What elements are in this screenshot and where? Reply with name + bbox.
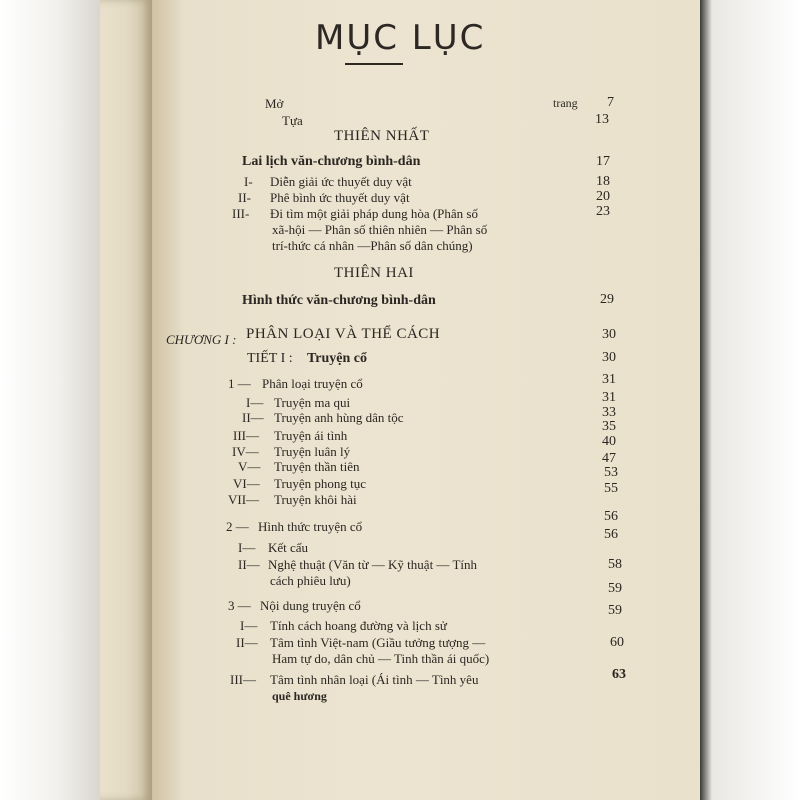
part1-item-page: 18 <box>596 174 610 189</box>
chapter-title: PHÂN LOẠI VÀ THỂ CÁCH <box>246 326 441 342</box>
toc-front-tua-page: 13 <box>595 112 609 127</box>
toc-item-page: 60 <box>610 635 624 650</box>
toc-item-page: 40 <box>602 434 616 449</box>
toc-item-num: V— <box>238 459 261 474</box>
part1-item-num: I- <box>244 174 253 189</box>
section-page: 30 <box>602 350 616 365</box>
toc-item-page: 47 <box>602 451 616 466</box>
subsection-page: 59 <box>608 603 622 618</box>
part1-heading: THIÊN NHẤT <box>334 128 430 144</box>
part1-item-continued: trí-thức cá nhân —Phân số dân chúng) <box>272 238 473 253</box>
toc-item-page: 63 <box>612 667 626 682</box>
part1-item-num: III- <box>232 206 250 221</box>
part2-chapter: Hình thức văn-chương bình-dân <box>242 293 436 308</box>
toc-item-text: Tâm tình Việt-nam (Giầu tưởng tượng — <box>270 635 486 650</box>
toc-item-num: VII— <box>228 492 260 507</box>
subsection-num: 3 — <box>228 598 251 613</box>
toc-item-num: II— <box>238 557 260 572</box>
toc-item-text: Nghệ thuật (Văn từ — Kỹ thuật — Tính <box>268 557 477 572</box>
toc-item-num: IV— <box>232 444 259 459</box>
subsection-num: 2 — <box>226 519 249 534</box>
part1-item-continued: xã-hội — Phân số thiên nhiên — Phân số <box>272 222 488 237</box>
toc-item-continued: Ham tự do, dân chủ — Tinh thần ái quốc) <box>272 651 490 666</box>
toc-item-num: I— <box>238 540 256 555</box>
toc-item-text: Truyện phong tục <box>274 476 366 491</box>
toc-item-text: Truyện ái tình <box>274 428 348 443</box>
toc-item-page: 58 <box>608 557 622 572</box>
chapter-page: 30 <box>602 327 616 342</box>
toc-item-text: Truyện khôi hài <box>274 492 357 507</box>
toc-item-text: Tính cách hoang đường và lịch sử <box>270 618 447 633</box>
toc-item-num: III— <box>230 672 256 687</box>
toc-item-continued: quê hương <box>272 689 327 703</box>
part2-heading: THIÊN HAI <box>334 265 414 281</box>
subsection-title: Phân loại truyện cổ <box>262 376 363 391</box>
toc-item-num: VI— <box>233 476 260 491</box>
part1-item-text: Phê bình ức thuyết duy vật <box>270 190 410 205</box>
part1-item-page: 23 <box>596 204 610 219</box>
toc-item-text: Tâm tình nhân loại (Ái tình — Tình yêu <box>270 672 479 687</box>
subsection-page: 31 <box>602 372 616 387</box>
page-title: MỤC LỤC <box>315 18 486 58</box>
background-right <box>700 0 800 800</box>
part1-item-num: II- <box>238 190 251 205</box>
subsection-title: Nội dung truyện cổ <box>260 598 361 613</box>
subsection-page: 56 <box>604 509 618 524</box>
part2-chapter-page: 29 <box>600 292 614 307</box>
toc-item-num: II— <box>236 635 258 650</box>
toc-item-text: Truyện thần tiên <box>274 459 360 474</box>
toc-front-mo-page: 7 <box>607 95 614 110</box>
part1-chapter-page: 17 <box>596 154 610 169</box>
toc-item-page: 31 <box>602 390 616 405</box>
section-title: Truyện cổ <box>307 351 368 366</box>
toc-item-num: II— <box>242 410 264 425</box>
toc-front-tua: Tựa <box>282 113 303 128</box>
section-label: TIẾT I : <box>247 351 293 366</box>
toc-item-text: Truyện luân lý <box>274 444 351 459</box>
subsection-page: 56 <box>604 527 618 542</box>
part1-item-page: 20 <box>596 189 610 204</box>
toc-item-num: I— <box>240 618 258 633</box>
toc-item-text: Kết cấu <box>268 540 309 555</box>
previous-page-edge <box>100 0 152 800</box>
part1-item-text: Diễn giải ức thuyết duy vật <box>270 174 412 189</box>
subsection-title: Hình thức truyện cổ <box>258 519 363 534</box>
toc-item-page: 55 <box>604 481 618 496</box>
toc-item-page: 33 <box>602 405 616 420</box>
trang-label: trang <box>553 96 578 110</box>
part1-chapter: Lai lịch văn-chương bình-dân <box>242 154 421 169</box>
subsection-num: 1 — <box>228 376 251 391</box>
toc-item-continued: cách phiêu lưu) <box>270 573 351 588</box>
toc-item-page: 59 <box>608 581 622 596</box>
toc-item-page: 53 <box>604 465 618 480</box>
toc-item-num: III— <box>233 428 259 443</box>
toc-front-mo: Mở <box>265 96 284 111</box>
chapter-label: CHƯƠNG I : <box>166 332 237 347</box>
title-underline <box>345 63 403 65</box>
toc-item-text: Truyện ma qui <box>274 395 351 410</box>
toc-item-page: 35 <box>602 419 616 434</box>
part1-item-text: Đi tìm một giải pháp dung hòa (Phân số <box>270 206 478 221</box>
background-left <box>0 0 100 800</box>
toc-item-num: I— <box>246 395 264 410</box>
toc-item-text: Truyện anh hùng dân tộc <box>274 410 404 425</box>
